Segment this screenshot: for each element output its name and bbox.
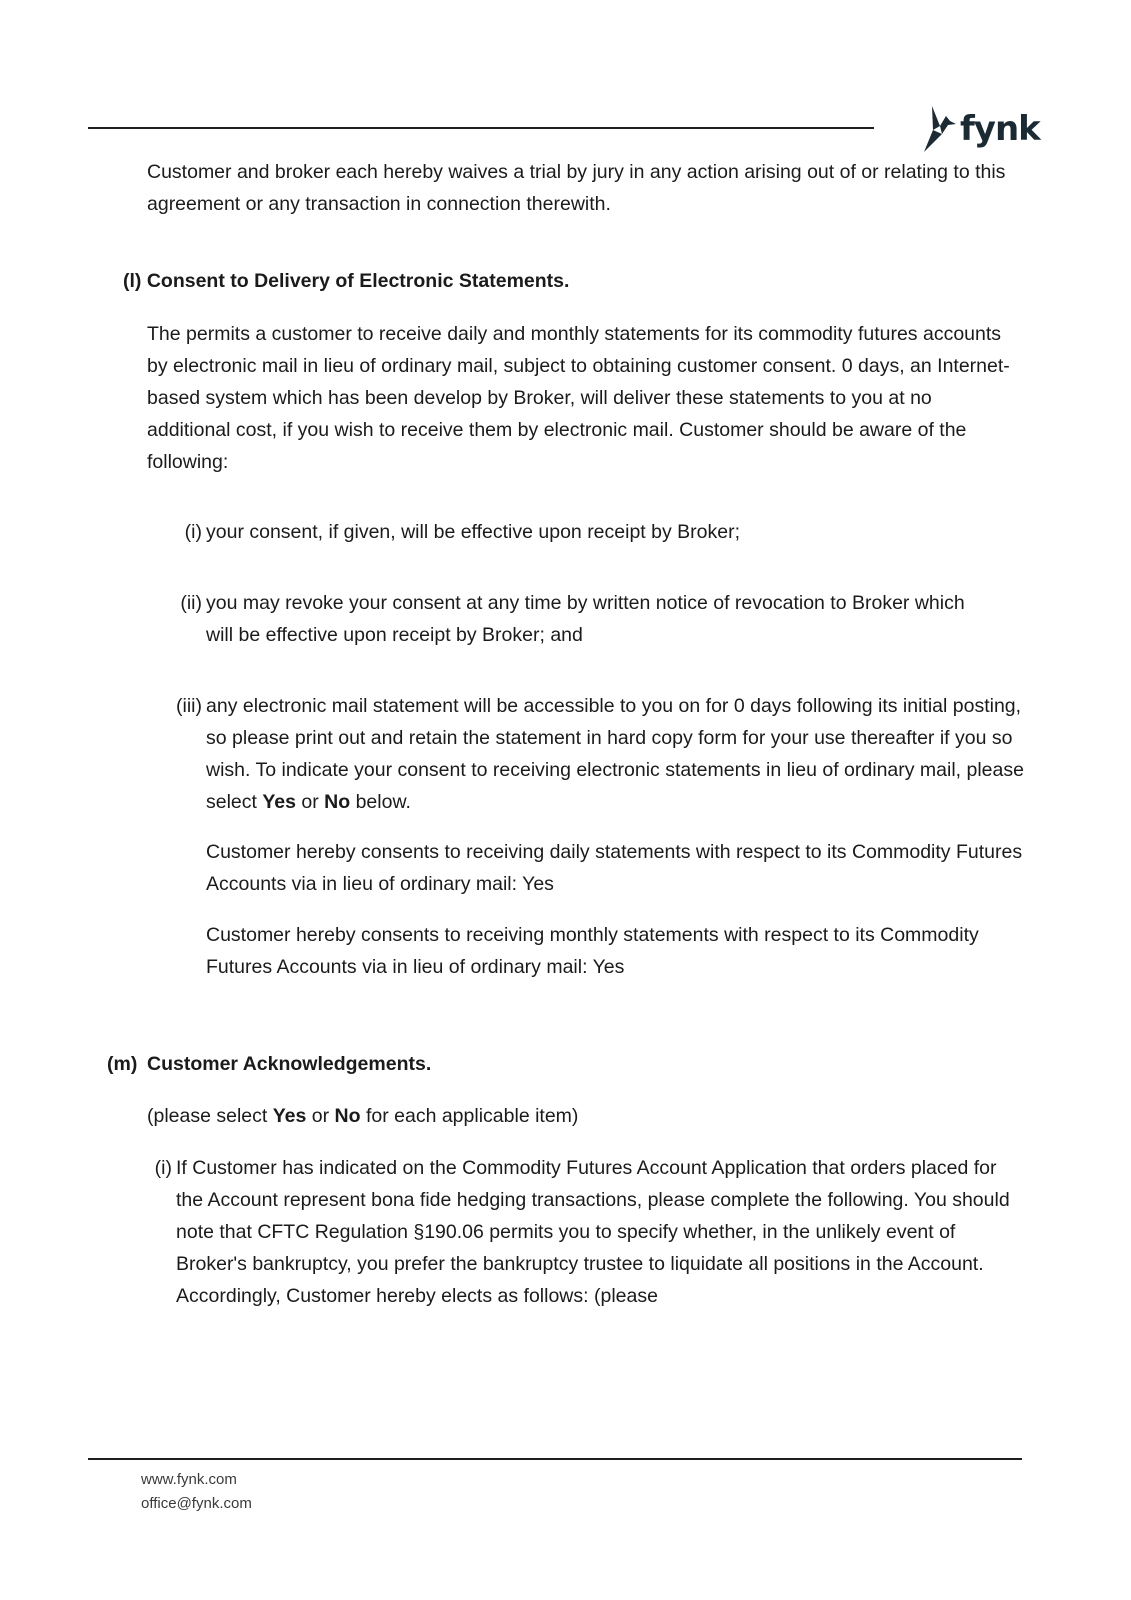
- item-m-i-text: If Customer has indicated on the Commodity Futures Account Application that orders placed for the Account represent bona fide hedging transactions, please complete the following. You should note that CFTC Regulation §190.06 permits you to specify whether, in the unlikely event of Broker's bankruptcy, you prefer the bankruptcy trustee to liquidate all positions in the Account. Accordingly, Customer hereby elects as follows: (please: [176, 1157, 1010, 1307]
- item-l-iii-label: (iii): [176, 695, 202, 717]
- instr-start: (please select: [147, 1105, 273, 1127]
- section-l-intro: The permits a customer to receive daily and monthly statements for its commodity futures accounts by electronic mail in lieu of ordinary mail, subject to obtaining customer consent. 0 days, an Internet-based system which has been develop by Broker, will deliver these statements to you at no additional cost, if you wish to receive them by electronic mail. Customer should be aware of the following:: [147, 323, 1010, 473]
- jury-waiver-paragraph: Customer and broker each hereby waives a trial by jury in any action arising out of or relating to this agreement or any transaction in connection therewith.: [147, 161, 1006, 215]
- no-option-label: No: [324, 791, 351, 813]
- section-l-heading: (l) Consent to Delivery of Electronic Statements.: [123, 270, 570, 292]
- footer-website[interactable]: www.fynk.com: [141, 1471, 237, 1488]
- below-text: below.: [350, 791, 411, 813]
- section-m-label: (m): [107, 1053, 138, 1075]
- instr-no: No: [334, 1105, 361, 1127]
- monthly-consent-text: Customer hereby consents to receiving monthly statements with respect to its Commodity Futures Accounts via in lieu of ordinary mail: Yes: [206, 924, 979, 978]
- instr-yes: Yes: [272, 1105, 307, 1127]
- item-l-ii-text: you may revoke your consent at any time by written notice of revocation to Broker which will be effective upon receipt by Broker; and: [206, 592, 965, 646]
- logo-text: fynk: [960, 109, 1040, 149]
- item-l-ii-label: (ii): [180, 592, 202, 614]
- or-text: or: [295, 791, 325, 813]
- header-rule: [88, 127, 874, 129]
- section-m-heading: Customer Acknowledgements.: [147, 1053, 432, 1075]
- section-m-instructions: [147, 1100, 1027, 1132]
- item-m-i-label: (i): [154, 1157, 172, 1179]
- daily-consent-text: Customer hereby consents to receiving daily statements with respect to its Commodity Futures Accounts via in lieu of ordinary mail: Yes: [206, 841, 1023, 895]
- footer-email[interactable]: office@fynk.com: [141, 1495, 252, 1512]
- item-l-i-label: (i): [184, 521, 202, 543]
- item-l-iii-text: [206, 690, 1031, 818]
- instr-or: or: [306, 1105, 335, 1127]
- fynk-bird-icon: [920, 104, 958, 154]
- logo: [920, 104, 1040, 154]
- footer-rule: [88, 1458, 1022, 1460]
- yes-option-label: Yes: [262, 791, 296, 813]
- instr-end: for each applicable item): [360, 1105, 579, 1127]
- item-l-i-text: your consent, if given, will be effective upon receipt by Broker;: [206, 521, 741, 543]
- item-l-iii-body: any electronic mail statement will be accessible to you on for 0 days following its initial posting, so please print out and retain the statement in hard copy form for your use thereafter if you so wish. To indicate your consent to receiving electronic statements in lieu of ordinary mail, please select: [206, 695, 1024, 813]
